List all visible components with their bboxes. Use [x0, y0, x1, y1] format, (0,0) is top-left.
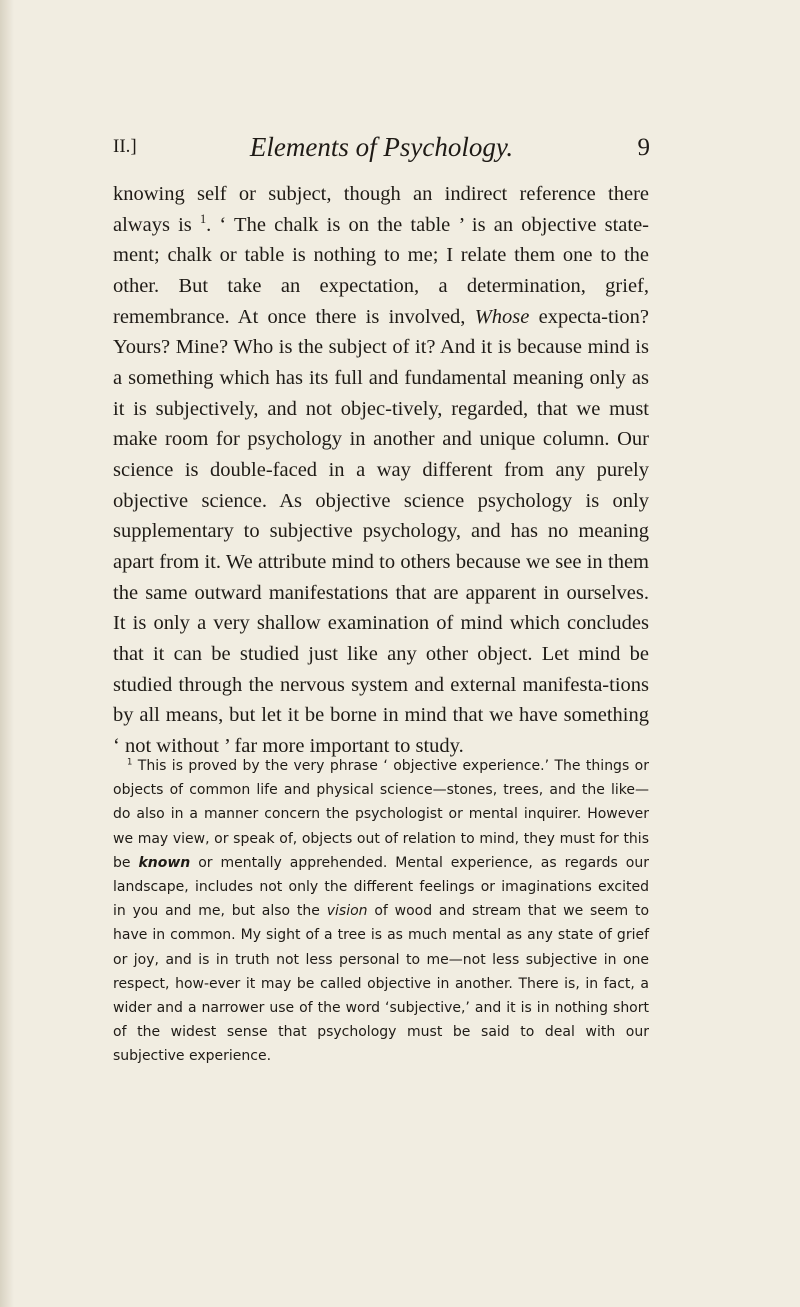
- footnote-marker: 1: [127, 756, 133, 767]
- footnote-text-part-3: of wood and stream that we seem to have in common. My sight of a tree is as much mental as any state of grief or joy, and is in truth not less personal to me—not less subjective in one respect, how-ever it may be called objective in another. There is, in fact, a wider and a narrower use of the word ‘subjective,’ and it is in nothing short of the widest sense that psychology must be said to deal with our subjective experience.: [113, 903, 650, 1065]
- chapter-marker: II.]: [113, 136, 137, 157]
- footnote-text-part-2: or mentally apprehended. Mental experience, as regards our landscape, includes not only the different feelings or imaginations excited in you and me, but also the: [113, 854, 650, 920]
- main-text-part-2: . ‘ The chalk is on the table ’ is an objective state-ment; chalk or table is nothing to me; I relate them one to the other. But take an expectation, a determination, grief, remembrance. At once there is involved,: [113, 213, 649, 328]
- emphasis-whose: Whose: [474, 305, 530, 328]
- running-head: [113, 132, 650, 170]
- footnote: [113, 754, 649, 1069]
- emphasis-known: known: [138, 854, 191, 871]
- page-number: 9: [637, 134, 650, 161]
- footnote-text-part-1: This is proved by the very phrase ‘ objective experience.’ The things or objects of common life and physical science—stones, trees, and the like—do also in a manner concern the psychologist or mental inquirer. However we may view, or speak of, objects out of relation to mind, they must for this be: [113, 758, 649, 871]
- running-title: Elements of Psychology.: [249, 132, 514, 162]
- main-text-part-1: knowing self or subject, though an indirect reference there always is: [113, 183, 649, 236]
- main-text-part-3: expecta-tion? Yours? Mine? Who is the subject of it? And it is because mind is a something which has its full and fundamental meaning only as it is subjectively, and not objec-tively, regarded, that we must make room for psychology in another and unique column. Our science is double-faced in a way different from any purely objective science. As objective science psychology is only supplementary to subjective psychology, and has no meaning apart from it. We attribute mind to others because we see in them the same outward manifestations that are apparent in ourselves. It is only a very shallow examination of mind which concludes that it can be studied just like any other object. Let mind be studied through the nervous system and external manifesta-tions by all means, but let it be borne in mind that we have something ‘ not without ’ far more important to study.: [113, 305, 650, 757]
- page-edge-shadow: [0, 0, 14, 1307]
- footnote-reference: 1: [199, 211, 207, 226]
- emphasis-vision: vision: [326, 903, 368, 920]
- main-paragraph: [113, 179, 649, 761]
